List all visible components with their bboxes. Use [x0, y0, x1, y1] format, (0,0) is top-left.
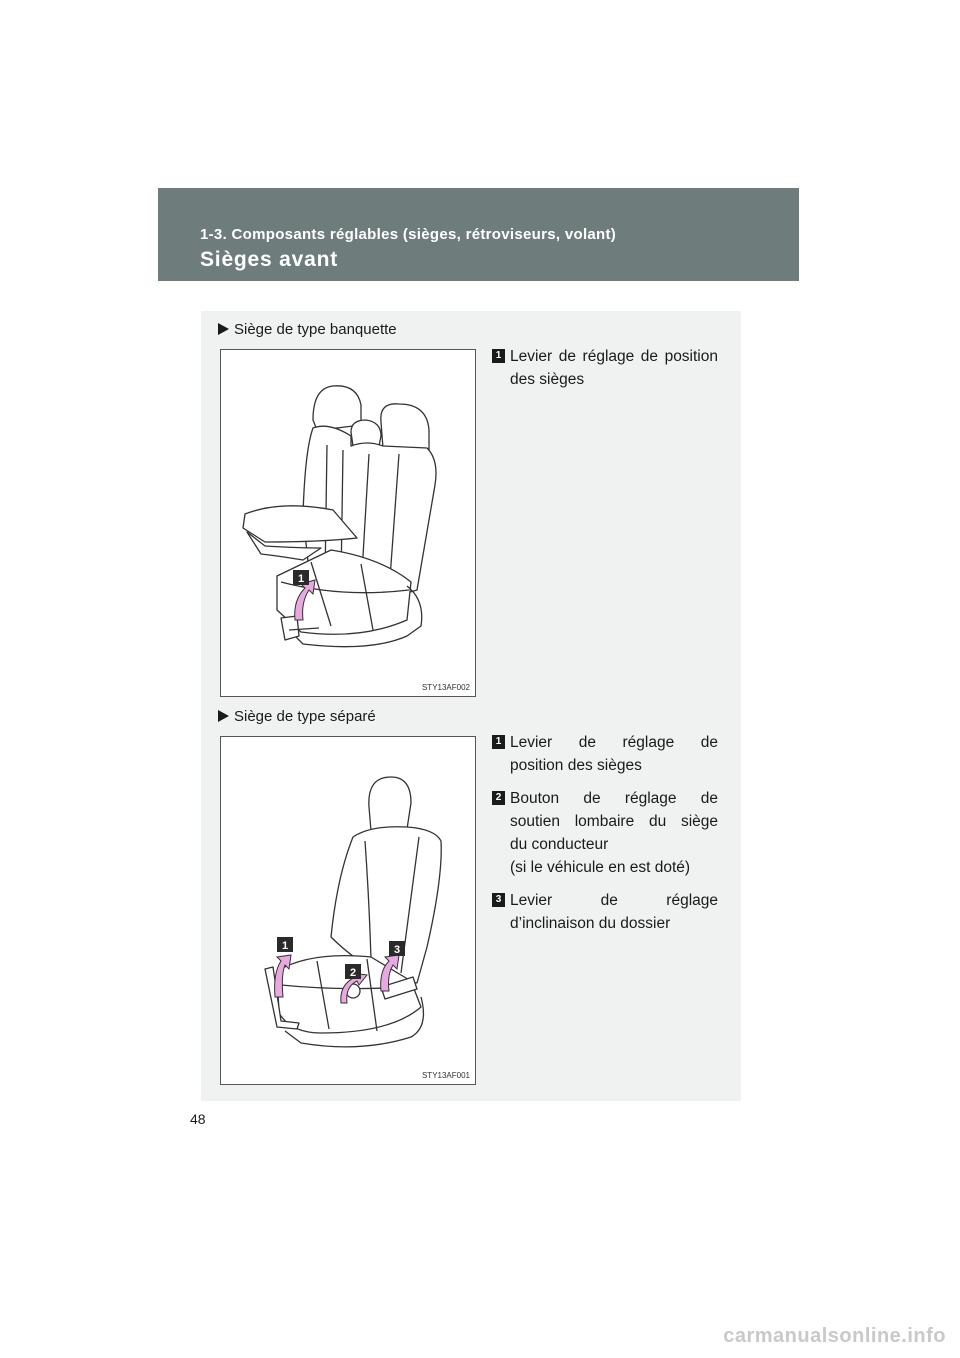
callout-label-1: 1: [281, 940, 289, 952]
legend-line: Levier de réglage de: [510, 734, 718, 751]
separate-seat-illustration: [221, 737, 475, 1084]
legend-line: soutien lombaire du siège: [510, 813, 718, 830]
bench-seat-heading: Siège de type banquette: [218, 321, 397, 338]
figure-code: STY13AF001: [421, 1071, 470, 1080]
legend-line: Bouton de réglage de: [510, 790, 718, 807]
legend-line: d’inclinaison du dossier: [510, 915, 671, 932]
legend-item: [492, 889, 718, 935]
legend-text: Levier de réglage de position des sièges: [510, 348, 718, 388]
legend-item: [492, 731, 718, 777]
separate-legend: [492, 731, 718, 945]
triangle-bullet-icon: [218, 710, 229, 722]
legend-item: [492, 787, 718, 879]
legend-line: du conducteur: [510, 836, 609, 853]
separate-seat-heading: Siège de type séparé: [218, 708, 376, 725]
legend-line: Levier de réglage: [510, 892, 718, 909]
callout-label-1: 1: [297, 573, 305, 585]
legend-line: position des sièges: [510, 757, 642, 774]
number-badge: 3: [492, 893, 505, 907]
bench-legend: [492, 345, 718, 401]
bench-seat-illustration: [221, 350, 475, 696]
page-number: 48: [190, 1111, 206, 1127]
triangle-bullet-icon: [218, 323, 229, 335]
legend-item: [492, 345, 718, 391]
section-title: 1-3. Composants réglables (sièges, rétroviseurs, volant): [200, 226, 617, 243]
figure-code: STY13AF002: [421, 683, 470, 692]
chapter-header: [158, 188, 799, 281]
legend-line: (si le véhicule en est doté): [510, 859, 691, 876]
page-title: Sièges avant: [200, 248, 338, 271]
bench-seat-figure: [220, 349, 476, 697]
number-badge: 2: [492, 791, 505, 805]
callout-label-3: 3: [393, 944, 401, 956]
watermark: carmanualsonline.info: [723, 1325, 946, 1347]
callout-label-2: 2: [349, 967, 357, 979]
separate-seat-figure: [220, 736, 476, 1085]
number-badge: 1: [492, 735, 505, 749]
number-badge: 1: [492, 349, 505, 363]
